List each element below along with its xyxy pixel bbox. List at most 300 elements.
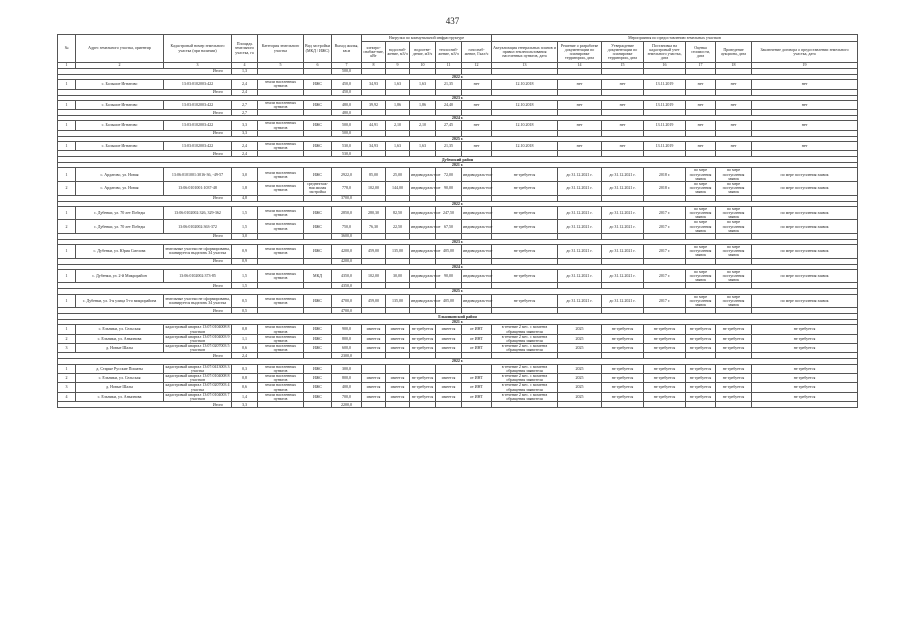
table-cell: земли населенных пунктов [258,220,304,234]
table-cell: с. Дубенки, ул. 70 лет Победы [76,206,164,220]
header-power: электро-снабже-ние, кВт [362,42,386,63]
table-cell: от ИНТ [462,392,492,401]
table-cell: 13:03:0102003:422 [164,80,232,89]
table-cell: имеется [362,344,386,353]
table-cell: 459,00 [362,294,386,308]
table-cell: ИЖС [304,220,332,234]
table-cell: земли населенных пунктов [258,374,304,383]
table-cell: не требуется [492,269,558,283]
table-cell: нет [462,141,492,150]
table-row [58,182,858,196]
table-cell: нет [462,121,492,130]
table-cell: не требуется [716,364,752,373]
table-cell: нет [752,121,858,130]
table-cell: по мере поступления заявок [686,245,716,259]
total-label: Итого [58,130,232,136]
table-cell: 2025 [558,383,602,392]
table-cell: земли населенных пунктов [258,344,304,353]
table-cell: 750,0 [332,220,362,234]
header-contract: Заключение договора о предоставлении земельного участка, дата [752,42,858,63]
table-cell: ИЖС [304,141,332,150]
table-cell: 13:06:0102002:363-372 [164,220,232,234]
table-cell: имеется [386,344,410,353]
table-cell: 2922,0 [332,168,362,182]
header-measures-group: Мероприятия по предоставлению земельных участков [492,35,858,42]
table-cell: 34,93 [362,141,386,150]
table-cell: 13:06:0101001:3016-36, -49-57 [164,168,232,182]
table-cell: ИЖС [304,100,332,109]
table-cell: по мере поступления заявок [752,294,858,308]
header-sewer: водоотве-дение, м3/ч [410,42,436,63]
table-cell: по мере поступления заявок [752,269,858,283]
table-cell: нет [602,141,644,150]
table-cell: не требуется [686,392,716,401]
table-cell: не требуется [686,344,716,353]
table-cell: 1 [58,206,76,220]
table-cell: нет [752,80,858,89]
table-cell: 1,63 [386,80,410,89]
column-number: 3 [164,63,232,69]
table-cell: 21,35 [436,141,462,150]
table-cell: до 31.12.2021 г. [602,168,644,182]
table-cell: 85,00 [362,168,386,182]
table-cell: 1,1 [232,334,258,343]
table-cell: до 31.12.2021 г. [558,168,602,182]
table-cell: по мере поступления заявок [686,168,716,182]
table-cell: земли населенных пунктов [258,392,304,401]
table-cell: индивидуаль-ное [462,168,492,182]
total-label: Итого [58,402,232,408]
table-cell: 3 [58,383,76,392]
table-cell: имеется [436,383,462,392]
table-cell: земли населенных пунктов [258,294,304,308]
table-cell: 1,5 [232,220,258,234]
table-cell: до 31.12.2021 г. [602,294,644,308]
empty-cell [362,402,386,408]
table-cell: кадастровый квартал 13:07:0104003 9 участков [165,333,230,343]
year-label: 2021 г. [58,320,858,325]
table-cell: 12.10.2018 [492,100,558,109]
table-cell: индивидуаль-ное [410,269,436,283]
table-cell: 12.10.2018 [492,80,558,89]
empty-cell [644,402,686,408]
table-cell: с. Ардатово, ул. Новая [76,182,164,196]
table-cell: имеется [386,383,410,392]
table-cell: индивидуаль-ное [410,168,436,182]
table-cell: 2 [58,374,76,383]
table-cell: по мере поступления заявок [686,269,716,283]
table-cell: 13:06:0102002:373-85 [164,269,232,283]
year-label: 2025 г. [58,136,858,141]
page-number: 437 [445,16,460,26]
table-cell: д. Старые Русские Пошаты [76,364,164,373]
table-cell: 600,0 [332,344,362,353]
table-cell: д. Новые Шалы [76,383,164,392]
year-label: 2021 г. [58,163,858,168]
total-area: 3,3 [232,402,258,408]
empty-cell [436,402,462,408]
column-number: 11 [436,63,462,69]
table-cell: по мере поступления заявок [752,168,858,182]
table-cell: земли населенных пунктов [258,206,304,220]
table-cell: имеется [362,334,386,343]
table-cell: в течение 2 мес. с момента обращения заявителя [492,334,558,343]
table-cell: 1 [58,141,76,150]
table-row [58,80,858,89]
header-row-1 [58,35,858,42]
total-area: 4,8 [232,195,258,201]
table-cell: до 31.12.2021 г. [602,206,644,220]
table-cell: земельные участки не сформированы, планируется выделить 34 участка [164,245,232,259]
table-cell: до 31.12.2021 г. [558,245,602,259]
total-label: Итого [58,69,232,75]
region-label: Дубенский район [58,157,858,163]
table-cell: 0,6 [232,344,258,353]
table-cell: 900,0 [332,325,362,334]
table-cell: 13.11.2019 [644,141,686,150]
table-cell: 1 [58,80,76,89]
total-label: Итого [58,283,232,289]
table-cell: 4350,0 [332,269,362,283]
table-cell: по мере поступления заявок [716,182,752,196]
table-cell: 2017 г. [644,294,686,308]
table-row [58,392,858,401]
table-cell: не требуется [752,383,858,392]
table-cell: с. Дубенки, ул. 3-я улица 5-го микрорайона [76,294,164,308]
table-cell: не требуется [492,206,558,220]
table-cell: кадастровый квартал 13:07:0104008 8 участков [165,373,230,383]
column-number: 17 [686,63,716,69]
table-cell: 2 [58,182,76,196]
table-cell: 1,4 [232,392,258,401]
table-cell: нет [602,121,644,130]
total-label: Итого [58,353,232,359]
total-label: Итого [58,110,232,116]
table-cell: не требуется [410,334,436,343]
table-row [58,325,858,334]
table-cell: 1 [58,269,76,283]
table-cell: не требуется [492,182,558,196]
table-cell: 2018 г. [644,168,686,182]
table-cell: 2025 [558,334,602,343]
table-cell: 1,5 [232,269,258,283]
table-cell: 0,5 [232,294,258,308]
table-cell: ИЖС [304,168,332,182]
table-cell: не требуется [410,325,436,334]
table-cell: 3,0 [232,168,258,182]
table-cell: 4700,0 [332,294,362,308]
column-number: 14 [558,63,602,69]
table-cell: с. Дубенки, ул. 70 лет Победы [76,220,164,234]
table-cell: 0,9 [232,245,258,259]
table-cell: земли населенных пунктов [258,100,304,109]
table-cell: не требуется [644,383,686,392]
total-area: 0,5 [232,308,258,314]
table-cell: от ИНТ [462,334,492,343]
table-cell: имеется [436,344,462,353]
table-cell: 2018 г. [644,182,686,196]
table-cell: нет [558,121,602,130]
table-cell: 76,30 [362,220,386,234]
table-cell: 25,00 [386,168,410,182]
table-cell: в течение 2 мес. с момента обращения заявителя [492,392,558,401]
table-cell: не требуется [602,383,644,392]
column-number: 13 [492,63,558,69]
year-label: 2024 г. [58,264,858,269]
table-cell: 144,00 [386,182,410,196]
table-cell: не требуется [686,364,716,373]
year-label: 2024 г. [58,116,858,121]
table-cell: по мере поступления заявок [686,182,716,196]
table-cell: не требуется [716,383,752,392]
table-cell: нет [716,121,752,130]
table-cell: 300,0 [332,364,362,373]
total-output: 4350,0 [332,283,362,289]
total-label: Итого [58,258,232,264]
table-cell: индивидуаль-ное [410,220,436,234]
table-cell: 1,86 [386,100,410,109]
table-cell: ИЖС [304,334,332,343]
total-output: 530,0 [332,151,362,157]
header-no: № [58,35,76,63]
table-cell: 1,63 [410,80,436,89]
table-cell: нет [686,141,716,150]
table-cell: имеется [362,374,386,383]
table-cell: ИЖС [304,392,332,401]
table-cell: по мере поступления заявок [686,206,716,220]
table-cell: не требуется [602,334,644,343]
table-cell: земельные участки не сформированы, планируется выделить 34 участка [164,294,232,308]
header-cadastral-reg: Постановка на кадастровый учет земельного участка, дата [644,42,686,63]
table-cell: до 31.12.2021 г. [558,182,602,196]
table-cell [410,364,436,373]
header-address: Адрес земельного участка, ориентир [76,35,164,63]
table-cell: кадастровый квартал 13:07:0104008 8 участков [165,324,230,334]
table-cell: ИЖС [304,121,332,130]
table-row [58,269,858,283]
table-cell: не требуется [644,392,686,401]
table-cell: не требуется [716,325,752,334]
table-cell: 800,0 [332,334,362,343]
table-cell: 22,50 [386,220,410,234]
empty-cell [686,402,716,408]
table-cell: по мере поступления заявок [716,168,752,182]
total-output: 480,0 [332,110,362,116]
table-cell: индивидуаль-ное [462,220,492,234]
total-area: 2,4 [232,353,258,359]
table-cell: от ИНТ [462,325,492,334]
table-cell: 135,00 [386,245,410,259]
total-row [58,402,858,408]
table-cell: 480,0 [332,100,362,109]
table-cell: 1 [58,168,76,182]
header-gas: газоснаб-жение, Гкал/ч [462,42,492,63]
table-cell: 2,4 [232,141,258,150]
table-cell: ИЖС [304,325,332,334]
table-cell: с. Ельники, ул. Аныпнова [76,392,164,401]
table-cell: 778,0 [332,182,362,196]
table-cell: 1,63 [410,141,436,150]
table-cell: не требуется [644,344,686,353]
table-cell: кадастровый квартал 13:07:0413003 3 участка [165,363,230,373]
column-number: 18 [716,63,752,69]
column-number: 9 [386,63,410,69]
year-label: 2022 г. [58,75,858,80]
total-output: 2200,0 [332,402,362,408]
table-cell: 2 [58,334,76,343]
table-cell: 67,50 [436,220,462,234]
land-plots-table [57,34,858,408]
total-output: 4200,0 [332,258,362,264]
header-area: Площадь земельного участка, га [232,35,258,63]
table-cell: МКД [304,269,332,283]
table-cell: 2025 [558,344,602,353]
table-cell: 247,50 [436,206,462,220]
total-area: 1,3 [232,69,258,75]
total-output: 2300,0 [332,353,362,359]
table-cell: имеется [386,392,410,401]
table-cell: по мере поступления заявок [752,245,858,259]
table-cell: ИЖС [304,245,332,259]
table-cell: 2850,0 [332,206,362,220]
total-area: 3,0 [232,233,258,239]
table-cell: 13.11.2019 [644,121,686,130]
table-cell: не требуется [410,383,436,392]
table-cell: нет [558,80,602,89]
table-cell [462,364,492,373]
total-output: 450,0 [332,89,362,95]
header-heat: теплоснаб-жение, м3/ч [436,42,462,63]
table-cell: индивидуаль-ное [410,245,436,259]
table-cell: 2025 [558,325,602,334]
table-cell: имеется [386,325,410,334]
header-doc-approval: Утверждение документации по планировке территории, дата [602,42,644,63]
table-cell: 72,00 [436,168,462,182]
table-cell: 0,6 [232,383,258,392]
table-cell: 3 [58,344,76,353]
table-cell: индивидуаль-ное [410,182,436,196]
total-output: 3600,0 [332,233,362,239]
table-cell: нет [716,141,752,150]
table-cell: имеется [386,334,410,343]
table-cell: не требуется [752,344,858,353]
table-cell: земли населенных пунктов [258,182,304,196]
table-cell: земли населенных пунктов [258,168,304,182]
table-cell: ИЖС [304,364,332,373]
table-cell: 1,5 [232,206,258,220]
table-cell: 135,00 [386,294,410,308]
table-cell: 280,30 [362,206,386,220]
table-cell: нет [752,141,858,150]
empty-cell [558,402,602,408]
table-cell: индивидуаль-ное [462,269,492,283]
table-cell: 13:06:0101001:1037-48 [164,182,232,196]
empty-cell [410,402,436,408]
table-cell: не требуется [716,392,752,401]
table-cell: среднеэтаж-ная жилая застройка [304,182,332,196]
table-cell: не требуется [716,344,752,353]
table-cell: не требуется [644,364,686,373]
table-cell: по мере поступления заявок [752,206,858,220]
table-cell: с. Ардатово, ул. Новая [76,168,164,182]
table-cell: 0,8 [232,325,258,334]
table-cell: нет [558,100,602,109]
total-area: 1,5 [232,283,258,289]
header-infra-group: Нагрузки по коммунальной инфраструктуре [362,35,492,42]
table-cell: нет [462,100,492,109]
column-number: 19 [752,63,858,69]
table-cell: нет [686,100,716,109]
table-cell: нет [752,100,858,109]
total-output: 500,0 [332,69,362,75]
table-cell: 2017 г. [644,206,686,220]
total-output: 4700,0 [332,308,362,314]
column-number: 8 [362,63,386,69]
table-cell: с. Большое Игнатово [76,80,164,89]
table-cell: 24,40 [436,100,462,109]
header-doc-decision: Решение о разработке документации по планировке территории, дата [558,42,602,63]
total-label: Итого [58,195,232,201]
table-cell: по мере поступления заявок [752,220,858,234]
table-row [58,383,858,392]
table-cell: 2,7 [232,100,258,109]
column-number: 1 [58,63,76,69]
table-cell: по мере поступления заявок [716,294,752,308]
empty-cell [602,402,644,408]
table-cell: в течение 2 мес. с момента обращения заявителя [492,383,558,392]
empty-cell [258,402,304,408]
column-number: 7 [332,63,362,69]
header-output: Выход жилья, кв.м [332,35,362,63]
table-cell: имеется [362,325,386,334]
table-cell: с. Большое Игнатово [76,141,164,150]
total-output: 3700,0 [332,195,362,201]
table-cell [436,364,462,373]
table-cell: с. Дубенки, ул. 2-й Микрорайон [76,269,164,283]
table-cell: земли населенных пунктов [258,269,304,283]
column-number: 15 [602,63,644,69]
table-cell: 459,00 [362,245,386,259]
region-label: Ельниковский район [58,314,858,320]
table-cell: не требуется [602,374,644,383]
table-cell: по мере поступления заявок [716,269,752,283]
total-area: 0,9 [232,258,258,264]
table-cell: нет [602,100,644,109]
table-cell: ИЖС [304,294,332,308]
table-cell: нет [716,100,752,109]
table-cell: земли населенных пунктов [258,364,304,373]
table-body [58,69,858,408]
table-cell: не требуется [410,392,436,401]
table-cell: не требуется [492,168,558,182]
table-cell: 12.10.2018 [492,121,558,130]
table-cell: 2025 [558,392,602,401]
table-cell: 0,3 [232,364,258,373]
table-cell: не требуется [752,364,858,373]
table-cell: 13.11.2019 [644,100,686,109]
table-cell: по мере поступления заявок [752,182,858,196]
table-cell: с. Большое Игнатово [76,121,164,130]
table-cell: 800,0 [332,374,362,383]
table-cell: не требуется [602,325,644,334]
table-cell: от ИНТ [462,374,492,383]
table-row [58,121,858,130]
table-cell: индивидуаль-ное [462,294,492,308]
table-cell: в течение 2 мес. с момента обращения заявителя [492,325,558,334]
empty-cell [304,402,332,408]
table-row [58,220,858,234]
table-cell: нет [462,80,492,89]
